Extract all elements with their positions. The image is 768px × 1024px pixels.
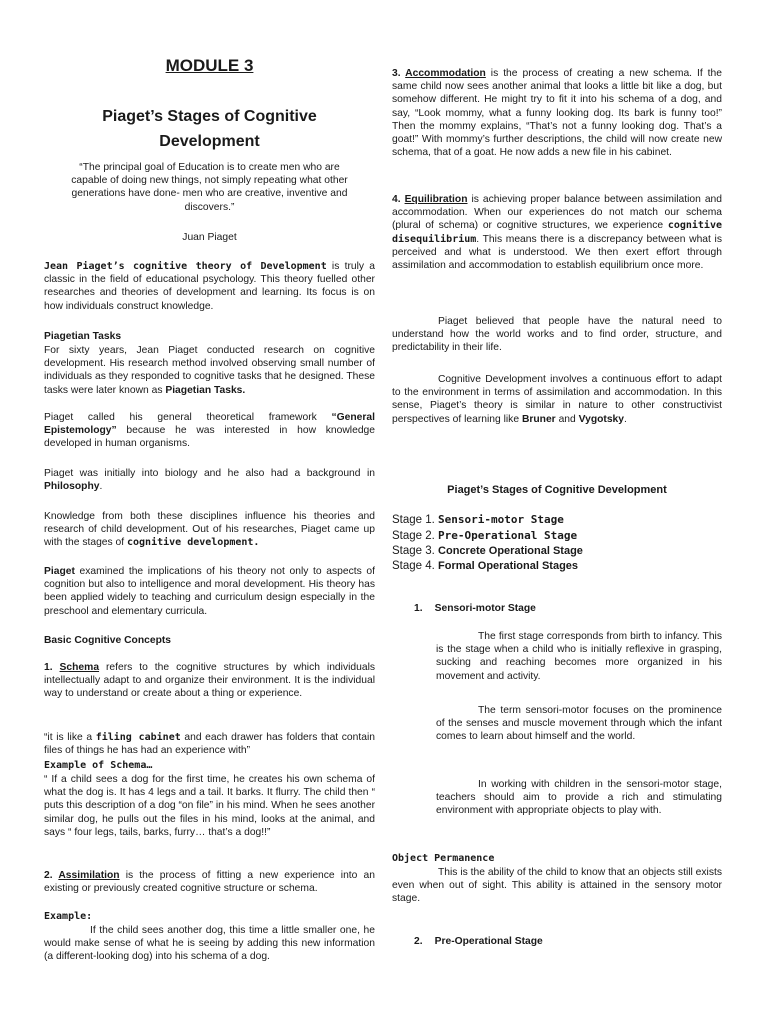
tasks-text: For sixty years, Jean Piaget conducted research on cognitive development. His research method involved observing small number of individuals as they responded to cognitive tasks that he designed. These tasks were later known as: [44, 345, 375, 396]
framework-text-end: because he was interested in how knowledge developed in human organisms.: [44, 425, 375, 450]
example-heading-text: Example:: [44, 911, 93, 922]
bio-paragraph: [44, 467, 375, 493]
bio-end: .: [99, 481, 103, 493]
schema-example-heading-text: Example of Schema…: [44, 760, 153, 771]
knowledge-paragraph: [44, 510, 375, 550]
sensorimotor-heading-text: Sensori-motor Stage: [434, 603, 536, 614]
object-permanence-heading: [392, 852, 722, 865]
stage-3-prefix: Stage 3.: [392, 545, 439, 557]
stage-2-prefix: Stage 2.: [392, 530, 439, 542]
accommodation-paragraph: [392, 67, 722, 159]
assimilation-paragraph: [44, 869, 375, 895]
cogdev-and: and: [555, 413, 579, 425]
preoperational-heading: [414, 936, 744, 947]
title-line-1: Piaget’s Stages of Cognitive: [102, 108, 317, 125]
sensorimotor-paragraph-1: The first stage corresponds from birth to infancy. This is the stage when a child who is initially reflexive in grasping, sucking and reaching becomes more organized in his movement and activity.: [436, 631, 722, 682]
title-line-2: Development: [159, 133, 260, 150]
epigraph-quote: “The principal goal of Education is to create men who are capable of doing new things, not simply repeating what other generations have done- men who are creative, inventive and discovers.”: [71, 162, 348, 213]
stage-item-1: [392, 512, 583, 528]
implications-bold: Piaget: [44, 566, 75, 577]
framework-paragraph: [44, 411, 375, 451]
schema-paragraph: [44, 661, 375, 701]
equilibration-term: Equilibration: [404, 194, 468, 205]
accommodation-number: 3.: [392, 68, 406, 79]
cabinet-paragraph: [44, 731, 375, 757]
sensorimotor-paragraph-2: The term sensori-motor focuses on the prominence of the senses and muscle movement through which the infant comes to learn about himself and the world.: [436, 705, 722, 743]
cabinet-text: “it is like a: [44, 732, 96, 743]
stage-4-name: Formal Operational Stages: [438, 560, 579, 572]
assimilation-example: If the child sees another dog, this time a little smaller one, he would make sense of what he is seeing by adding this new information (a different-looking dog) into his schema of a dog.: [44, 925, 375, 963]
sensorimotor-paragraph-3: In working with children in the sensori-motor stage, teachers should aim to provide a rich and stimulating environment with appropriate objects to play with.: [436, 779, 722, 817]
stage-2-name: Pre-Operational Stage: [438, 529, 578, 542]
basic-concepts-heading: Basic Cognitive Concepts: [44, 635, 172, 646]
intro-bold: Jean Piaget’s cognitive theory of Development: [44, 261, 327, 272]
stage-4-prefix: Stage 4.: [392, 560, 439, 572]
object-permanence-paragraph: This is the ability of the child to know that an objects still exists even when out of sight. This ability is attained in the sensory motor stage.: [392, 867, 722, 905]
assimilation-term: Assimilation: [58, 870, 120, 881]
equilibration-bold: cognitive disequilibrium: [392, 220, 722, 245]
equilibration-text: is achieving proper balance between assimilation and accommodation. When our experiences do not match our schema (plural of schema) or cognitive structures, we experience: [392, 194, 722, 232]
cabinet-text-end: and each drawer has folders that contain files of things he has had an experience with”: [44, 732, 375, 757]
sensorimotor-number: 1.: [414, 603, 423, 614]
intro-text: is truly a classic in the field of educational psychology. This theory fuelled other researches and theories of development and learning. Its focus is on how individuals construct knowledge.: [44, 261, 375, 312]
framework-bold: “General Epistemology”: [44, 412, 375, 437]
cabinet-bold: filing cabinet: [95, 732, 181, 743]
accommodation-term: Accommodation: [405, 68, 486, 79]
cogdev-end: .: [624, 413, 627, 425]
schema-number: 1.: [44, 662, 60, 673]
knowledge-bold: cognitive development.: [127, 537, 260, 549]
bio-bold: Philosophy: [44, 481, 100, 493]
stage-item-3: [392, 544, 583, 559]
assimilation-text: is the process of fitting a new experience into an existing or previously created cognitive structure or schema.: [44, 870, 375, 895]
tasks-heading: Piagetian Tasks: [44, 331, 122, 342]
stage-1-prefix: Stage 1.: [392, 514, 439, 526]
stage-list: [392, 512, 583, 574]
stage-item-2: [392, 528, 583, 544]
example-heading: [44, 910, 375, 923]
sensorimotor-heading: [414, 603, 744, 614]
quote-author: Juan Piaget: [182, 232, 237, 243]
equilibration-text-end: . This means there is a discrepancy between what is perceived and what is understood. We then exert effort through assimilation and accommodation to establish equilibrium once more.: [392, 233, 722, 272]
schema-term: Schema: [59, 662, 100, 673]
preoperational-heading-text: Pre-Operational Stage: [434, 936, 543, 947]
bio-text: Piaget was initially into biology and he also had a background in: [44, 468, 375, 479]
module-title: MODULE 3: [165, 56, 254, 75]
cogdev-text: Cognitive Development involves a continuous effort to adapt to the environment in terms of assimilation and accommodation. In this sense, Piaget’s theory is similar in nature to other constructivist perspectives of learning like: [392, 374, 722, 425]
tasks-bold: Piagetian Tasks.: [165, 384, 246, 396]
implications-text: examined the implications of his theory not only to aspects of cognition but also to intelligence and moral development. His theory has been applied widely to teaching and curriculum design especially in the preschool and elementary curricula.: [44, 566, 375, 617]
cognitive-development-paragraph: [392, 373, 722, 426]
bruner-name: Bruner: [521, 413, 556, 425]
object-permanence-heading-text: Object Permanence: [392, 853, 495, 864]
assimilation-number: 2.: [44, 870, 59, 881]
vygotsky-name: Vygotsky: [578, 413, 625, 425]
equilibration-number: 4.: [392, 194, 405, 205]
accommodation-text: is the process of creating a new schema. If the same child now sees another animal that looks a little bit like a dog, but somehow different. He might try to fit it into his schema of a dog, and say, “Look mommy, what a funny looking dog. Its bark is funny too!” Then the mommy explains, “That’s not a funny looking dog. That’s a goat!” With mommy’s further descriptions, the child will now create new schema, that of a goat. He now adds a new file in his cabinet.: [392, 68, 722, 159]
page-title: [44, 104, 375, 154]
framework-text: Piaget called his general theoretical framework: [44, 412, 332, 423]
schema-text: refers to the cognitive structures by which individuals intellectually adapt to and organize their environment. It is the individual way to understand or create about a thing or experience.: [44, 662, 376, 700]
implications-paragraph: [44, 565, 375, 618]
stage-1-name: Sensori-motor Stage: [438, 513, 564, 526]
equilibration-paragraph: [392, 193, 722, 272]
stage-3-name: Concrete Operational Stage: [438, 545, 583, 557]
intro-paragraph: [44, 260, 375, 313]
preoperational-number: 2.: [414, 936, 423, 947]
believed-paragraph: Piaget believed that people have the natural need to understand how the world works and to find order, structure, and predictability in their life.: [392, 316, 722, 354]
schema-example-heading: [44, 759, 375, 772]
tasks-paragraph: [44, 344, 375, 397]
schema-example: “ If a child sees a dog for the first time, he creates his own schema of what the dog is. It has 4 legs and a tail. It barks. It flurry. The child then “ puts this description of a dog “on file” in his mind. When he sees another similar dog, he pulls out the files in his mind, looks at the animal, and says “ four legs, tails, barks, furry… that’s a dog!!”: [44, 774, 375, 838]
stage-item-4: [392, 559, 583, 574]
stages-heading: Piaget’s Stages of Cognitive Development: [447, 484, 667, 496]
knowledge-text: Knowledge from both these disciplines influence his theories and research of child development. Out of his researches, Piaget came up with the stages of: [44, 511, 375, 549]
